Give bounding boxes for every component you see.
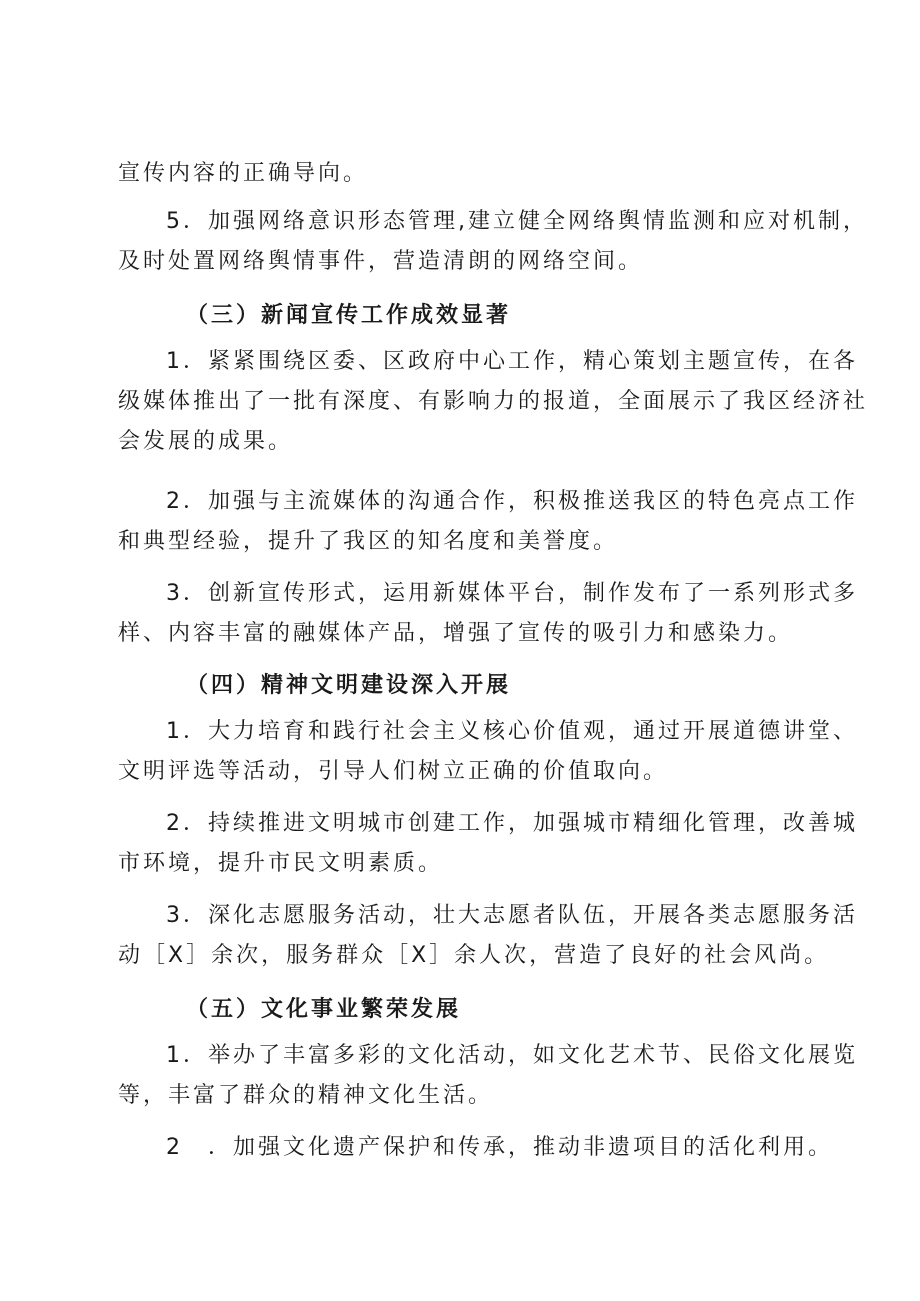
text-line: 2．加强与主流媒体的沟通合作，积极推送我区的特色亮点工作 — [166, 489, 858, 514]
text-line: 宣传内容的正确导向。 — [118, 161, 369, 186]
section-heading-5: （五）文化事业繁荣发展 — [186, 997, 462, 1022]
text-line: 文明评选等活动，引导人们树立正确的价值取向。 — [118, 759, 669, 784]
text-line: 5．加强网络意识形态管理,建立健全网络舆情监测和应对机制， — [166, 209, 868, 234]
text-line: 2 ．加强文化遗产保护和传承，推动非遗项目的活化利用。 — [166, 1135, 833, 1160]
section-heading-3: （三）新闻宣传工作成效显著 — [186, 303, 512, 328]
text-line: 会发展的成果。 — [118, 429, 294, 454]
text-line: 1．大力培育和践行社会主义核心价值观，通过开展道德讲堂、 — [166, 719, 858, 744]
paragraph-item-1 — [118, 342, 869, 462]
paragraph-item-2 — [118, 804, 858, 884]
text-line: 样、内容丰富的融媒体产品，增强了宣传的吸引力和感染力。 — [118, 621, 794, 646]
paragraph-item-2 — [118, 482, 858, 562]
paragraph-item-2 — [118, 1128, 833, 1168]
paragraph-item-3 — [118, 896, 858, 976]
text-line: 和典型经验，提升了我区的知名度和美誉度。 — [118, 529, 619, 554]
text-line: 动［X］余次，服务群众［X］余人次，营造了良好的社会风尚。 — [118, 943, 830, 968]
text-line: 级媒体推出了一批有深度、有影响力的报道，全面展示了我区经济社 — [118, 389, 869, 414]
paragraph-continuation — [118, 154, 808, 194]
text-line: 3．深化志愿服务活动，壮大志愿者队伍，开展各类志愿服务活 — [166, 903, 858, 928]
text-line: 等，丰富了群众的精神文化生活。 — [118, 1083, 494, 1108]
section-heading-4: （四）精神文明建设深入开展 — [186, 673, 512, 698]
text-line: 市环境，提升市民文明素质。 — [118, 851, 444, 876]
paragraph-item-1 — [118, 1036, 858, 1116]
paragraph-item-5 — [118, 202, 868, 282]
text-line: 3．创新宣传形式，运用新媒体平台，制作发布了一系列形式多 — [166, 581, 858, 606]
paragraph-item-1 — [118, 712, 858, 792]
text-line: 2．持续推进文明城市创建工作，加强城市精细化管理，改善城 — [166, 811, 858, 836]
text-line: 1．紧紧围绕区委、区政府中心工作，精心策划主题宣传，在各 — [166, 349, 858, 374]
text-line: 及时处置网络舆情事件，营造清朗的网络空间。 — [118, 249, 644, 274]
paragraph-item-3 — [118, 574, 858, 654]
text-line: 1．举办了丰富多彩的文化活动，如文化艺术节、民俗文化展览 — [166, 1043, 858, 1068]
